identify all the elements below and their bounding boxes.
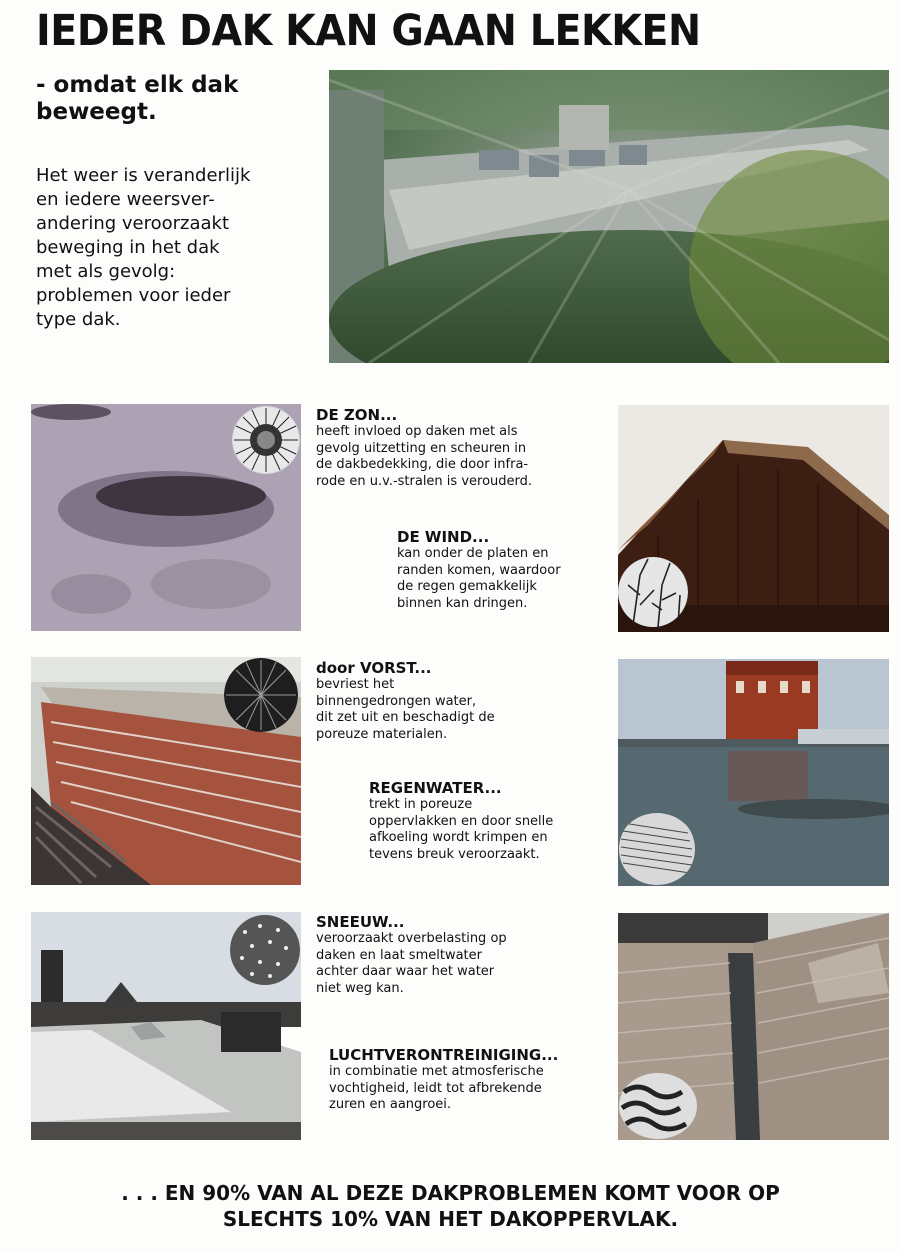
wind-section: [397, 528, 561, 612]
wind-text: kan onder de platen en randen komen, waardoor de regen gemakkelijk binnen kan dringen.: [397, 546, 561, 611]
frost-section: [316, 659, 495, 743]
pollution-section: [329, 1046, 558, 1114]
rain-text: trekt in poreuze oppervlakken en door snelle afkoeling wordt krimpen en tevens breuk veroorzaakt.: [369, 797, 554, 862]
frost-text: bevriest het binnengedrongen water, dit zet uit en beschadigt de poreuze materialen.: [316, 677, 495, 742]
snow-heading: SNEEUW...: [316, 913, 405, 931]
sun-heading: DE ZON...: [316, 406, 398, 424]
pollution-icon: [618, 1072, 698, 1140]
wind-damage-photo: [618, 405, 889, 632]
wind-heading: DE WIND...: [397, 528, 490, 546]
frost-damage-photo: [31, 657, 301, 885]
sun-damage-photo: [31, 404, 301, 631]
rain-heading: REGENWATER...: [369, 779, 502, 797]
rain-damage-photo: [618, 659, 889, 886]
footer-conclusion: . . . EN 90% VAN AL DEZE DAKPROBLEMEN KOMT VOOR OP SLECHTS 10% VAN HET DAKOPPERVLAK.: [121, 1181, 780, 1231]
snow-icon: [230, 912, 300, 988]
subtitle: - omdat elk dak beweegt.: [36, 72, 239, 125]
page-title: IEDER DAK KAN GAAN LEKKEN: [36, 6, 701, 56]
sun-text: heeft invloed op daken met als gevolg uitzetting en scheuren in de dakbedekking, die door infra- rode en u.v.-stralen is verouderd.: [316, 424, 533, 489]
frost-icon: [224, 658, 298, 732]
frost-heading: door VORST...: [316, 659, 432, 677]
snow-damage-photo: [31, 912, 301, 1140]
snow-section: [316, 913, 507, 997]
pollution-heading: LUCHTVERONTREINIGING...: [329, 1046, 559, 1064]
sun-icon: [232, 406, 300, 474]
rain-section: [369, 779, 553, 863]
snow-text: veroorzaakt overbelasting op daken en laat smeltwater achter daar waar het water niet weg kan.: [316, 931, 507, 996]
sun-section: [316, 406, 532, 490]
hero-rooftop-photo: [329, 70, 889, 363]
rain-icon: [618, 813, 696, 885]
wind-icon: [618, 555, 688, 629]
pollution-damage-photo: [618, 913, 889, 1140]
intro-text: Het weer is veranderlijk en iedere weersver- andering veroorzaakt beweging in het dak met als gevolg: problemen voor ieder type dak.: [36, 165, 251, 330]
pollution-text: in combinatie met atmosferische vochtigheid, leidt tot afbrekende zuren en aangroei.: [329, 1064, 544, 1112]
